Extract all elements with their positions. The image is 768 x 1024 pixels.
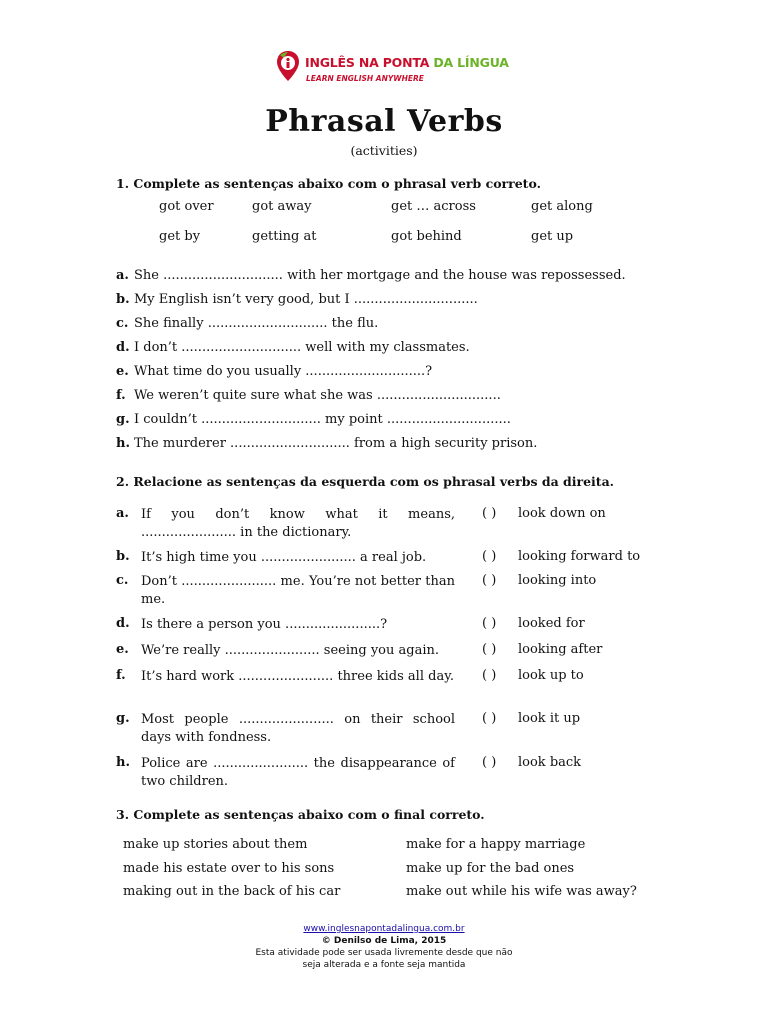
option-item: got behind (391, 229, 462, 244)
page-title: Phrasal Verbs (265, 104, 503, 139)
answer-blank[interactable]: ( ) (482, 755, 497, 770)
ending-option: make up for the bad ones (406, 861, 575, 876)
option-item: get up (531, 229, 574, 244)
match-answer: look down on (518, 506, 606, 521)
ending-option: make out while his wife was away? (406, 884, 637, 899)
sentence-row: g. I couldn’t ............................. my point .............................. (116, 412, 511, 427)
match-answer: looking forward to (518, 549, 641, 564)
footer-url-row (0, 924, 768, 934)
match-letter: e. (116, 642, 129, 657)
footer-note-line2: seja alterada e a fonte seja mantida (302, 960, 466, 970)
logo-pin-icon (276, 50, 300, 82)
option-item: get along (531, 199, 593, 214)
answer-blank[interactable]: ( ) (482, 506, 497, 521)
match-sentence: Don’t ....................... me. You’re not better than me. (141, 574, 455, 607)
match-sentence: Is there a person you .......................? (141, 617, 388, 632)
match-letter: g. (116, 711, 130, 726)
match-sentence: We’re really ....................... seeing you again. (141, 643, 439, 658)
sentence-row: f. We weren’t quite sure what she was .............................. (116, 388, 501, 403)
brand-name: INGLÊS NA PONTA DA LÍNGUA (305, 55, 509, 70)
answer-blank[interactable]: ( ) (482, 573, 497, 588)
section2-instruction: 2. Relacione as sentenças da esquerda com os phrasal verbs da direita. (116, 474, 615, 489)
answer-blank[interactable]: ( ) (482, 668, 497, 683)
match-letter: d. (116, 616, 130, 631)
option-item: got away (252, 199, 312, 214)
option-item: getting at (252, 229, 317, 244)
match-sentence: It’s high time you ....................... a real job. (141, 550, 427, 565)
brand-tagline: LEARN ENGLISH ANYWHERE (306, 74, 424, 83)
match-answer: looking after (518, 642, 603, 657)
sentence-row: d. I don’t ............................. well with my classmates. (116, 340, 470, 355)
match-letter: c. (116, 573, 129, 588)
answer-blank[interactable]: ( ) (482, 616, 497, 631)
ending-option: made his estate over to his sons (123, 861, 335, 876)
match-letter: b. (116, 549, 130, 564)
sentence-row: b. My English isn’t very good, but I .............................. (116, 292, 478, 307)
ending-option: make for a happy marriage (406, 837, 586, 852)
option-item: got over (159, 199, 214, 214)
sentence-row: e. What time do you usually .............................? (116, 364, 433, 379)
footer-copyright: © Denilso de Lima, 2015 (321, 936, 447, 946)
answer-blank[interactable]: ( ) (482, 549, 497, 564)
match-sentence: It’s hard work ....................... three kids all day. (141, 669, 454, 684)
match-answer: look back (518, 755, 582, 770)
sentence-row: a. She ............................. with her mortgage and the house was repossessed. (116, 268, 626, 283)
match-answer: looked for (518, 616, 585, 631)
match-letter: h. (116, 755, 130, 770)
match-sentence: Police are ....................... the disappearance of two children. (141, 756, 455, 789)
ending-option: make up stories about them (123, 837, 308, 852)
match-answer: look up to (518, 668, 584, 683)
option-item: get by (159, 229, 201, 244)
match-answer: looking into (518, 573, 597, 588)
sentence-row: c. She finally ............................. the flu. (116, 316, 379, 331)
footer-note-line1: Esta atividade pode ser usada livremente desde que não (255, 948, 513, 958)
match-sentence: If you don’t know what it means, ....................... in the dictionary. (141, 507, 455, 540)
match-answer: look it up (518, 711, 581, 726)
answer-blank[interactable]: ( ) (482, 711, 497, 726)
footer-url-link[interactable]: www.inglesnapontadalingua.com.br (303, 924, 465, 934)
match-sentence: Most people ....................... on their school days with fondness. (141, 712, 455, 745)
option-item: get … across (391, 199, 476, 214)
section1-instruction: 1. Complete as sentenças abaixo com o phrasal verb correto. (116, 176, 541, 191)
page-subtitle: (activities) (350, 143, 418, 158)
section3-instruction: 3. Complete as sentenças abaixo com o final correto. (116, 807, 485, 822)
brand-logo (276, 50, 509, 92)
match-letter: a. (116, 506, 129, 521)
match-letter: f. (116, 668, 126, 683)
answer-blank[interactable]: ( ) (482, 642, 497, 657)
sentence-row: h. The murderer ............................. from a high security prison. (116, 436, 538, 451)
ending-option: making out in the back of his car (123, 884, 341, 899)
